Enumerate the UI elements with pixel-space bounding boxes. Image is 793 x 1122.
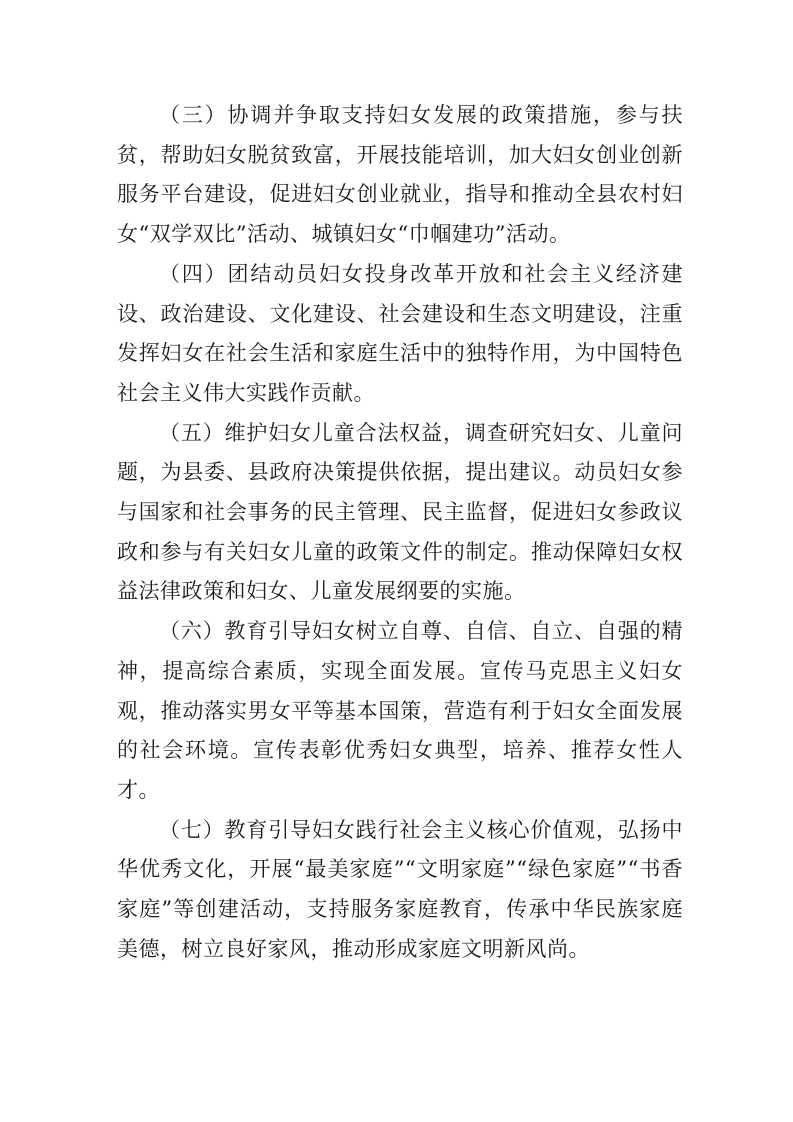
paragraph-6: （六）教育引导妇女树立自尊、自信、自立、自强的精神，提高综合素质，实现全面发展。宣传马克思主义妇女观，推动落实男女平等基本国策，营造有利于妇女全面发展的社会环境。宣传表彰优秀妇女典型，培养、推荐女性人才。 — [117, 619, 683, 802]
paragraph-7: （七）教育引导妇女践行社会主义核心价值观，弘扬中华优秀文化，开展“最美家庭”“文明家庭”“绿色家庭”“书香家庭”等创建活动，支持服务家庭教育，传承中华民族家庭美德，树立良好家风，推动形成家庭文明新风尚。 — [117, 817, 683, 961]
paragraph-5: （五）维护妇女儿童合法权益，调查研究妇女、儿童问题，为县委、县政府决策提供依据，提出建议。动员妇女参与国家和社会事务的民主管理、民主监督，促进妇女参政议政和参与有关妇女儿童的政策文件的制定。推动保障妇女权益法律政策和妇女、儿童发展纲要的实施。 — [117, 420, 683, 604]
document-body — [117, 96, 683, 969]
paragraph-4: （四）团结动员妇女投身改革开放和社会主义经济建设、政治建设、文化建设、社会建设和生态文明建设，注重发挥妇女在社会生活和家庭生活中的独特作用，为中国特色社会主义伟大实践作贡献。 — [117, 261, 683, 405]
paragraph-3: （三）协调并争取支持妇女发展的政策措施，参与扶贫，帮助妇女脱贫致富，开展技能培训，加大妇女创业创新服务平台建设，促进妇女创业就业，指导和推动全县农村妇女“双学双比”活动、城镇妇女“巾帼建功”活动。 — [117, 103, 683, 247]
